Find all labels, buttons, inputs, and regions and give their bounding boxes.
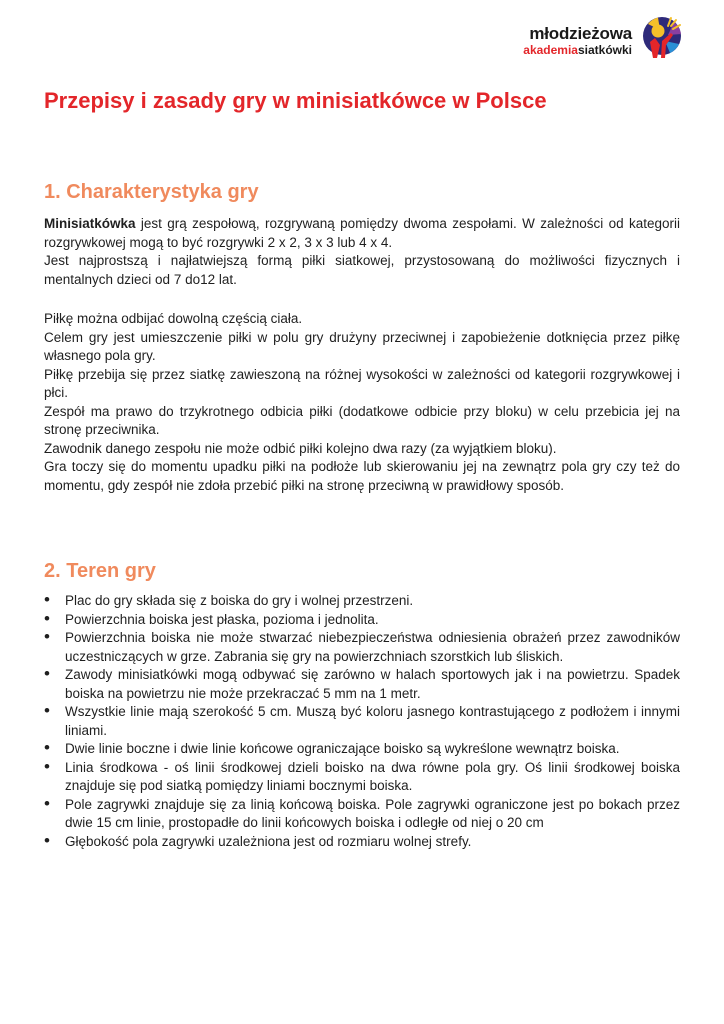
logo-emblem-icon [638, 14, 684, 66]
rule-paragraph: Celem gry jest umieszczenie piłki w polu gry drużyny przeciwnej i zapobieżenie dotknięcia przez piłkę własnego pola gry. [44, 329, 680, 363]
logo-line1: młodzieżowa [529, 23, 632, 43]
section2-bullet-list [44, 592, 680, 851]
logo-line2-red: akademia [523, 42, 578, 57]
section1-paragraph-2: Jest najprostszą i najłatwiejszą formą piłki siatkowej, przystosowaną do możliwości fizycznych i mentalnych dzieci od 7 do12 lat. [44, 253, 680, 287]
list-item: • Linia środkowa - oś linii środkowej dzieli boisko na dwa równe pola gry. Oś linii środkowej boiska znajduje się pod siatką pomiędzy liniami bocznymi boiska. [44, 759, 680, 796]
section2-heading: 2. Teren gry [44, 560, 156, 582]
list-item: • Powierzchnia boiska nie może stwarzać niebezpieczeństwa odniesienia obrażeń przez zawodników uczestniczących w grze. Zabrania się gry na powierzchniach szorstkich lub śliskich. [44, 629, 680, 666]
section1-intro [44, 215, 680, 289]
rule-paragraph: Zawodnik danego zespołu nie może odbić piłki kolejno dwa razy (za wyjątkiem bloku). [44, 440, 557, 456]
section1-lead-paragraph [44, 215, 680, 252]
list-item: • Pole zagrywki znajduje się za linią końcową boiska. Pole zagrywki ograniczone jest po bokach przez dwie 15 cm linie, prostopadłe do linii końcowych boiska i odległe od niej o 20 cm [44, 796, 680, 833]
list-item: • Głębokość pola zagrywki uzależniona jest od rozmiaru wolnej strefy. [44, 833, 680, 852]
logo [523, 14, 684, 66]
logo-text [523, 25, 632, 56]
section1-heading: 1. Charakterystyka gry [44, 181, 259, 203]
logo-line2-black: siatkówki [577, 42, 632, 57]
section1-rules [44, 310, 680, 495]
list-item: • Dwie linie boczne i dwie linie końcowe ograniczające boisko są wykreślone wewnątrz boiska. [44, 740, 680, 759]
rule-paragraph: Zespół ma prawo do trzykrotnego odbicia piłki (dodatkowe odbicie przy bloku) w celu przebicia jej na stronę przeciwnika. [44, 403, 680, 437]
lead-bold-term: Minisiatkówka [44, 216, 136, 231]
rule-paragraph: Gra toczy się do momentu upadku piłki na podłoże lub skierowaniu jej na zewnątrz pola gry czy też do momentu, gdy zespół nie zdoła przebić piłki na stronę przeciwną w prawidłowy sposób. [44, 459, 680, 493]
list-item: • Wszystkie linie mają szerokość 5 cm. Muszą być koloru jasnego kontrastującego z podłożem i innymi liniami. [44, 703, 680, 740]
page-title: Przepisy i zasady gry w minisiatkówce w Polsce [44, 88, 547, 113]
logo-line2 [523, 44, 632, 56]
list-item: • Powierzchnia boiska jest płaska, pozioma i jednolita. [44, 611, 680, 630]
rule-paragraph: Piłkę można odbijać dowolną częścią ciała. [44, 311, 303, 326]
lead-rest: jest grą zespołową, rozgrywaną pomiędzy dwoma zespołami. W zależności od kategorii rozgrywkowej mogą to być rozgrywki 2 x 2, 3 x 3 lub 4 x 4. [44, 216, 680, 250]
list-item: • Zawody minisiatkówki mogą odbywać się zarówno w halach sportowych jak i na powietrzu. Spadek boiska na powietrzu nie może przekraczać 5 mm na 1 metr. [44, 666, 680, 703]
list-item: • Plac do gry składa się z boiska do gry i wolnej przestrzeni. [44, 592, 680, 611]
rule-paragraph: Piłkę przebija się przez siatkę zawieszoną na różnej wysokości w zależności od kategorii rozgrywkowej i płci. [44, 366, 680, 400]
